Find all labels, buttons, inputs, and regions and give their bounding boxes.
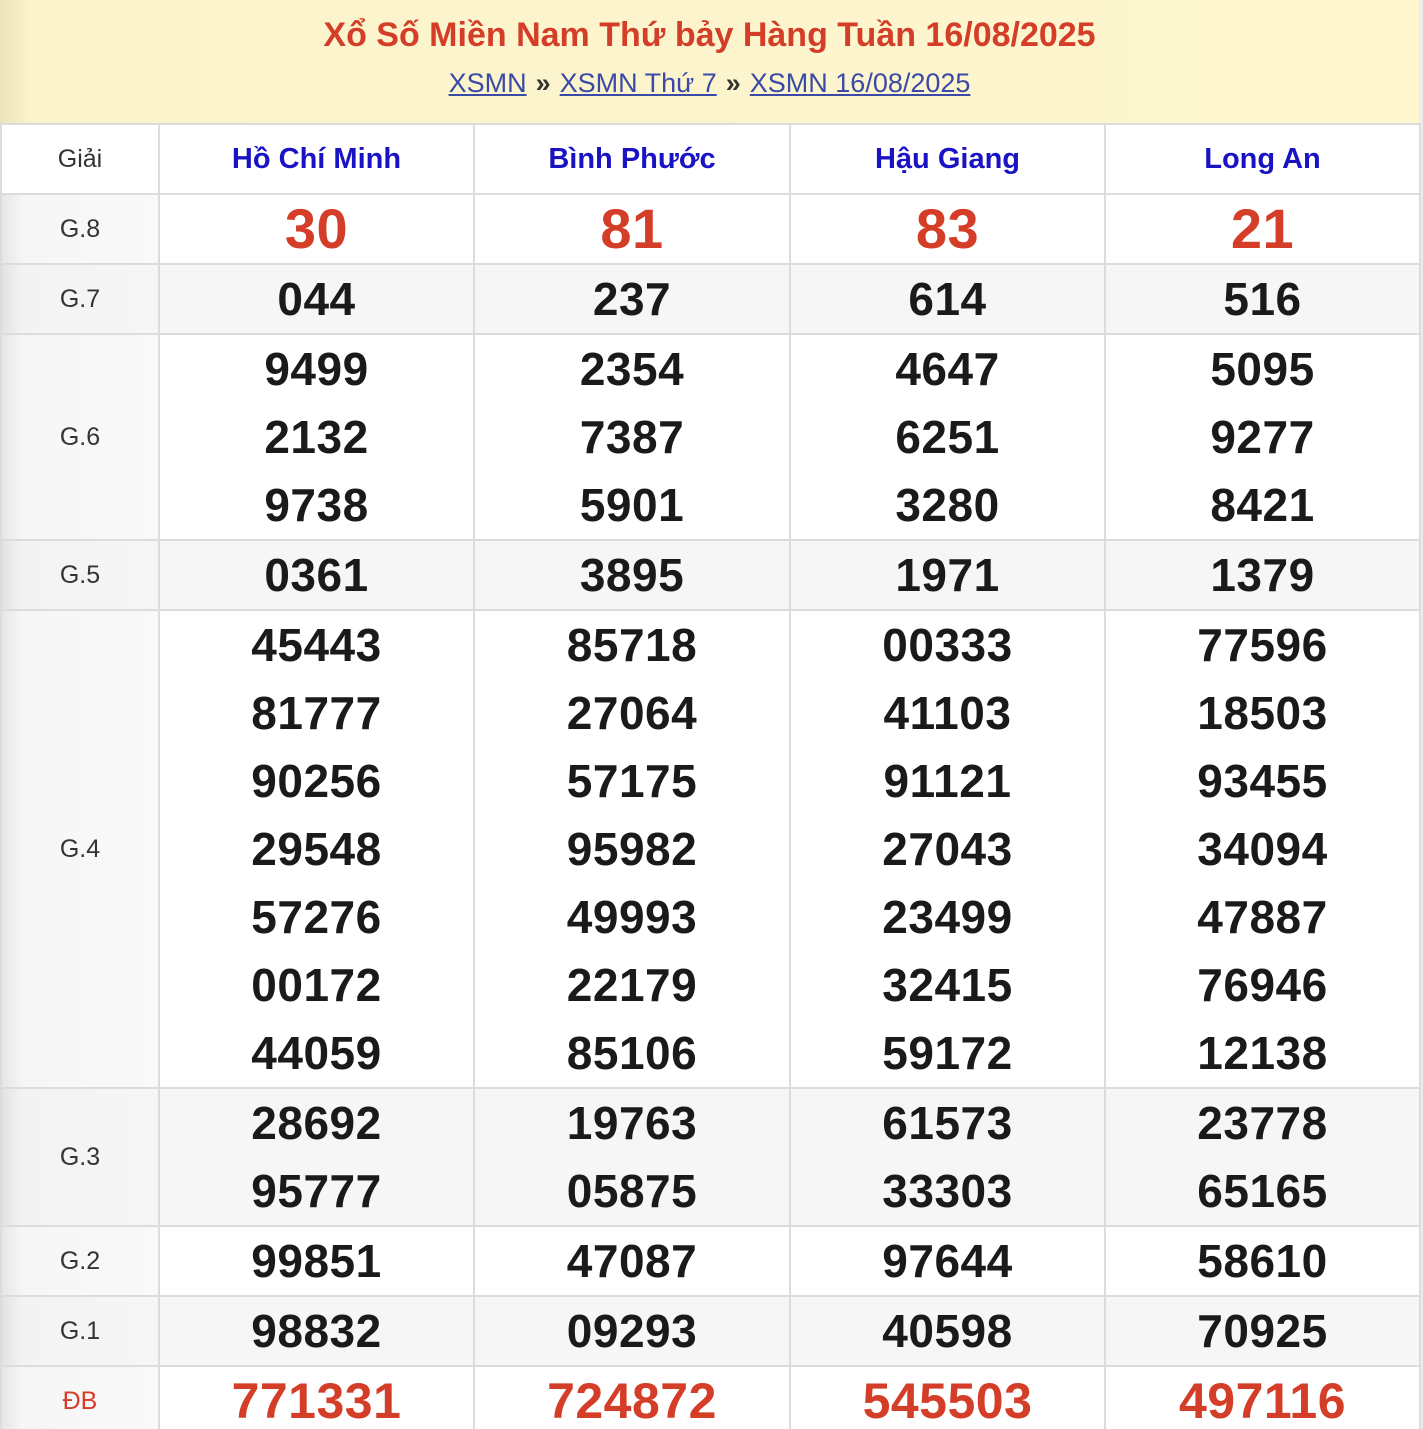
result-cell xyxy=(790,1366,1105,1429)
result-number: 93455 xyxy=(1197,755,1328,807)
result-number: 771331 xyxy=(231,1373,402,1429)
result-cell xyxy=(1105,264,1420,334)
result-number: 85106 xyxy=(566,1027,698,1079)
result-number: 47887 xyxy=(1197,891,1328,943)
result-cell xyxy=(159,264,474,334)
result-number: 95777 xyxy=(251,1165,382,1217)
column-header-province: Bình Phước xyxy=(474,124,790,194)
result-cell xyxy=(159,194,474,264)
result-number: 59172 xyxy=(882,1027,1013,1079)
result-number: 40598 xyxy=(882,1305,1013,1357)
prize-label-text: G.5 xyxy=(59,560,101,589)
result-number: 18503 xyxy=(1197,687,1328,739)
prize-row-g8 xyxy=(1,194,1420,264)
prize-row-db xyxy=(1,1366,1420,1429)
prize-label xyxy=(1,1088,159,1226)
result-number: 41103 xyxy=(883,687,1012,739)
result-number: 65165 xyxy=(1197,1165,1328,1217)
result-cell xyxy=(1105,334,1420,540)
result-number: 45443 xyxy=(251,619,382,671)
result-number: 33303 xyxy=(882,1165,1013,1217)
result-cell xyxy=(1105,194,1420,264)
result-cell xyxy=(474,1296,790,1366)
result-number: 00172 xyxy=(251,959,382,1011)
prize-label xyxy=(1,540,159,610)
prize-row-g6 xyxy=(1,334,1420,540)
result-number: 516 xyxy=(1223,273,1302,325)
results-header xyxy=(0,0,1419,123)
result-number: 58610 xyxy=(1197,1235,1328,1287)
result-cell xyxy=(474,334,790,540)
result-number: 19763 xyxy=(566,1097,698,1149)
result-number: 77596 xyxy=(1197,619,1328,671)
result-number: 2354 xyxy=(579,343,685,395)
result-number: 00333 xyxy=(882,619,1013,671)
prize-label-text: G.8 xyxy=(59,214,101,243)
result-number: 44059 xyxy=(251,1027,382,1079)
result-number: 0361 xyxy=(264,549,369,601)
prize-label-text: ĐB xyxy=(62,1386,98,1415)
result-number: 30 xyxy=(284,197,349,260)
result-cell xyxy=(790,1088,1105,1226)
result-number: 23778 xyxy=(1197,1097,1328,1149)
result-number: 545503 xyxy=(862,1373,1033,1429)
prize-label xyxy=(1,194,159,264)
prize-label-text: G.2 xyxy=(59,1246,101,1275)
result-number: 044 xyxy=(277,273,356,325)
result-cell xyxy=(474,264,790,334)
prize-row-g4 xyxy=(1,610,1420,1088)
result-number: 6251 xyxy=(895,411,1000,463)
result-number: 09293 xyxy=(566,1305,698,1357)
breadcrumb-link-xsmn-thu-7[interactable]: XSMN Thứ 7 xyxy=(559,68,717,98)
result-number: 28692 xyxy=(251,1097,382,1149)
breadcrumb-separator: » xyxy=(725,68,741,98)
result-number: 1971 xyxy=(895,549,1000,601)
lottery-results-table xyxy=(0,123,1421,1429)
prize-label-text: G.1 xyxy=(59,1316,101,1345)
result-number: 497116 xyxy=(1178,1373,1347,1429)
result-cell xyxy=(159,1226,474,1296)
result-number: 49993 xyxy=(566,891,698,943)
page-title: Xổ Số Miền Nam Thứ bảy Hàng Tuần 16/08/2025 xyxy=(323,16,1096,54)
result-number: 81 xyxy=(600,197,664,260)
result-number: 34094 xyxy=(1197,823,1328,875)
result-cell xyxy=(790,610,1105,1088)
result-number: 9277 xyxy=(1210,411,1315,463)
result-cell xyxy=(159,1366,474,1429)
result-number: 57175 xyxy=(566,755,698,807)
prize-label-text: G.7 xyxy=(59,284,101,313)
result-cell xyxy=(1105,1226,1420,1296)
result-number: 98832 xyxy=(251,1305,382,1357)
result-cell xyxy=(159,334,474,540)
result-cell xyxy=(474,1366,790,1429)
result-number: 91121 xyxy=(883,755,1012,807)
breadcrumb-link-xsmn-date[interactable]: XSMN 16/08/2025 xyxy=(749,68,971,98)
result-cell xyxy=(474,1088,790,1226)
result-number: 5095 xyxy=(1210,343,1315,395)
result-cell xyxy=(1105,1088,1420,1226)
result-number: 7387 xyxy=(579,411,685,463)
result-number: 29548 xyxy=(251,823,382,875)
result-cell xyxy=(1105,540,1420,610)
result-number: 12138 xyxy=(1197,1027,1328,1079)
column-header-giai: Giải xyxy=(1,124,159,194)
result-number: 47087 xyxy=(566,1235,698,1287)
result-number: 21 xyxy=(1230,197,1295,260)
result-number: 23499 xyxy=(882,891,1013,943)
result-cell xyxy=(790,540,1105,610)
result-number: 27064 xyxy=(566,687,698,739)
result-number: 83 xyxy=(915,197,980,260)
result-number: 32415 xyxy=(882,959,1013,1011)
result-cell xyxy=(1105,1296,1420,1366)
prize-label-text: G.3 xyxy=(59,1142,101,1171)
breadcrumb-separator: » xyxy=(535,68,551,98)
result-cell xyxy=(159,610,474,1088)
prize-label-text: G.4 xyxy=(59,834,101,863)
prize-label xyxy=(1,1366,159,1429)
result-number: 90256 xyxy=(251,755,382,807)
prize-label xyxy=(1,334,159,540)
result-number: 81777 xyxy=(251,687,382,739)
result-number: 27043 xyxy=(882,823,1013,875)
result-cell xyxy=(790,1296,1105,1366)
result-number: 97644 xyxy=(882,1235,1013,1287)
result-cell xyxy=(474,1226,790,1296)
prize-row-g5 xyxy=(1,540,1420,610)
prize-label xyxy=(1,1226,159,1296)
result-cell xyxy=(790,194,1105,264)
result-number: 724872 xyxy=(547,1373,717,1429)
prize-label-text: G.6 xyxy=(59,422,101,451)
result-cell xyxy=(159,1088,474,1226)
column-header-province: Long An xyxy=(1105,124,1420,194)
result-number: 76946 xyxy=(1197,959,1328,1011)
prize-row-g1 xyxy=(1,1296,1420,1366)
prize-row-g3 xyxy=(1,1088,1420,1226)
result-number: 61573 xyxy=(882,1097,1013,1149)
result-cell xyxy=(790,334,1105,540)
result-cell xyxy=(474,194,790,264)
result-number: 8421 xyxy=(1210,479,1315,531)
result-cell xyxy=(474,540,790,610)
result-cell xyxy=(159,1296,474,1366)
result-number: 5901 xyxy=(579,479,685,531)
result-number: 57276 xyxy=(251,891,382,943)
result-number: 2132 xyxy=(264,411,369,463)
result-cell xyxy=(790,264,1105,334)
column-header-province: Hậu Giang xyxy=(790,124,1105,194)
result-number: 9738 xyxy=(264,479,369,531)
breadcrumb-link-xsmn[interactable]: XSMN xyxy=(448,68,527,98)
result-cell xyxy=(1105,1366,1420,1429)
breadcrumb xyxy=(0,68,1419,99)
prize-label xyxy=(1,1296,159,1366)
result-cell xyxy=(159,540,474,610)
result-number: 22179 xyxy=(566,959,698,1011)
result-number: 3280 xyxy=(895,479,1000,531)
result-number: 95982 xyxy=(566,823,698,875)
result-number: 3895 xyxy=(579,549,685,601)
result-number: 9499 xyxy=(264,343,369,395)
column-header-province: Hồ Chí Minh xyxy=(159,124,474,194)
table-header-row xyxy=(1,124,1420,194)
result-cell xyxy=(474,610,790,1088)
result-number: 70925 xyxy=(1197,1305,1328,1357)
result-number: 05875 xyxy=(566,1165,698,1217)
result-number: 614 xyxy=(908,273,987,325)
prize-row-g2 xyxy=(1,1226,1420,1296)
prize-label xyxy=(1,610,159,1088)
result-cell xyxy=(790,1226,1105,1296)
result-number: 85718 xyxy=(566,619,698,671)
result-number: 4647 xyxy=(895,343,1000,395)
prize-row-g7 xyxy=(1,264,1420,334)
result-number: 1379 xyxy=(1210,549,1315,601)
result-number: 237 xyxy=(592,273,672,325)
result-number: 99851 xyxy=(251,1235,382,1287)
prize-label xyxy=(1,264,159,334)
result-cell xyxy=(1105,610,1420,1088)
